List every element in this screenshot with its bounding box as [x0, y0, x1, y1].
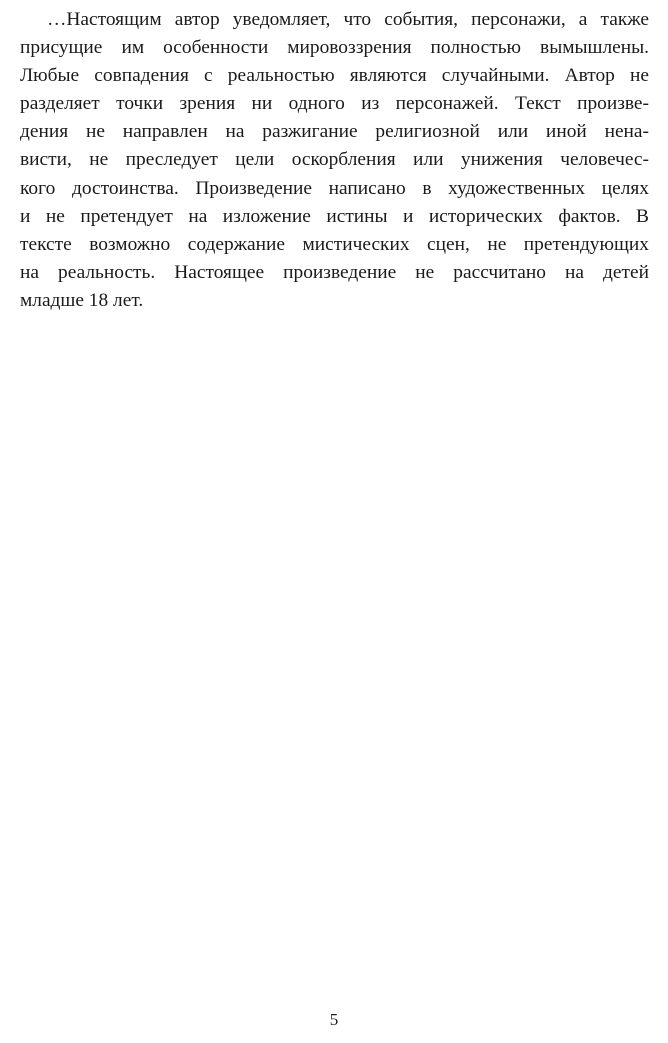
paragraph-line: и не претендует на изложение истины и исторических фактов. В [20, 205, 649, 227]
disclaimer-paragraph [20, 6, 649, 315]
paragraph-line: дения не направлен на разжигание религиозной или иной нена- [20, 121, 649, 143]
paragraph-line: младше 18 лет. [20, 289, 144, 311]
paragraph-line: тексте возможно содержание мистических сцен, не претендующих [20, 233, 649, 255]
paragraph-line: разделяет точки зрения ни одного из персонажей. Текст произве- [20, 93, 649, 115]
paragraph-line: на реальность. Настоящее произведение не рассчитано на детей [20, 261, 649, 283]
page-number: 5 [329, 1010, 339, 1029]
paragraph-line: …Настоящим автор уведомляет, что события, персонажи, а также [47, 9, 649, 30]
paragraph-line: кого достоинства. Произведение написано в художественных целях [20, 177, 649, 199]
paragraph-line: присущие им особенности мировоззрения полностью вымышлены. [20, 37, 649, 59]
paragraph-line: Любые совпадения с реальностью являются случайными. Автор не [20, 65, 649, 87]
paragraph-line: висти, не преследует цели оскорбления или унижения человечес- [20, 149, 649, 171]
